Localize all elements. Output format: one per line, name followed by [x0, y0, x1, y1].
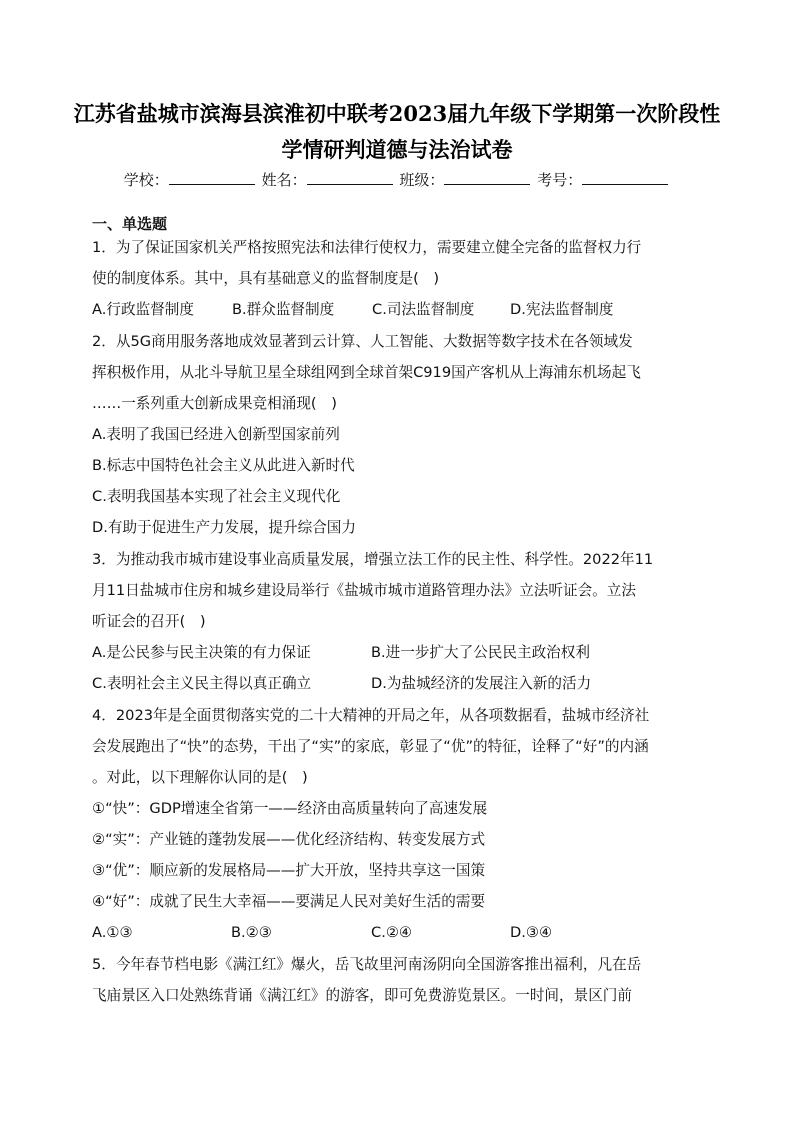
- q4-stem-line-1: 4．2023年是全面贯彻落实党的二十大精神的开局之年，从各项数据看，盐城市经济社: [92, 707, 650, 724]
- number-label: 考号：: [537, 171, 583, 189]
- q4-item-3: ③“优”：顺应新的发展格局——扩大开放，坚持共享这一国策: [92, 862, 486, 879]
- q1-stem-line-1: 1．为了保证国家机关严格按照宪法和法律行使权力，需要建立健全完备的监督权力行: [92, 239, 642, 256]
- school-blank[interactable]: [169, 168, 255, 185]
- class-label: 班级：: [399, 171, 445, 189]
- q5-stem-line-2: 飞庙景区入口处熟练背诵《满江红》的游客，即可免费游览景区。一时间，景区门前: [92, 987, 632, 1004]
- school-label: 学校：: [123, 171, 169, 189]
- q1-stem-line-2: 使的制度体系。其中，具有基础意义的监督制度是( ): [92, 270, 440, 287]
- q2-option-d[interactable]: D.有助于促进生产力发展，提升综合国力: [92, 519, 356, 536]
- q4-item-2: ②“实”：产业链的蓬勃发展——优化经济结构、转变发展方式: [92, 831, 486, 848]
- q3-option-d[interactable]: D.为盐城经济的发展注入新的活力: [371, 675, 592, 692]
- q1-option-a[interactable]: A.行政监督制度: [92, 301, 194, 318]
- name-label: 姓名：: [261, 171, 307, 189]
- q3-option-b[interactable]: B.进一步扩大了公民民主政治权利: [371, 644, 590, 661]
- q3-stem-line-2: 月11日盐城市住房和城乡建设局举行《盐城市城市道路管理办法》立法听证会。立法: [92, 582, 636, 599]
- q4-item-4: ④“好”：成就了民生大幸福——要满足人民对美好生活的需要: [92, 893, 486, 910]
- q5-stem-line-1: 5．今年春节档电影《满江红》爆火，岳飞故里河南汤阴向全国游客推出福利，凡在岳: [92, 956, 642, 973]
- name-blank[interactable]: [307, 168, 393, 185]
- q2-stem-line-2: 挥积极作用，从北斗导航卫星全球组网到全球首架C919国产客机从上海浦东机场起飞: [92, 364, 641, 381]
- q4-option-c[interactable]: C.②④: [371, 924, 412, 941]
- q1-option-c[interactable]: C.司法监督制度: [372, 301, 475, 318]
- exam-title-line-1: 江苏省盐城市滨海县滨淮初中联考2023届九年级下学期第一次阶段性: [73, 101, 721, 126]
- number-blank[interactable]: [582, 168, 668, 185]
- q4-option-d[interactable]: D.③④: [510, 924, 553, 941]
- q4-option-b[interactable]: B.②③: [231, 924, 272, 941]
- q2-stem-line-1: 2．从5G商用服务落地成效显著到云计算、人工智能、大数据等数字技术在各领域发: [92, 333, 633, 350]
- q1-option-b[interactable]: B.群众监督制度: [232, 301, 335, 318]
- q3-option-a[interactable]: A.是公民参与民主决策的有力保证: [92, 644, 311, 661]
- q2-option-c[interactable]: C.表明我国基本实现了社会主义现代化: [92, 488, 341, 505]
- q4-stem-line-2: 会发展跑出了“快”的态势，干出了“实”的家底，彰显了“优”的特征，诠释了“好”的内涵: [92, 738, 649, 755]
- q2-stem-line-3: ……一系列重大创新成果竞相涌现( ): [92, 395, 337, 412]
- q3-stem-line-1: 3．为推动我市城市建设事业高质量发展，增强立法工作的民主性、科学性。2022年11: [92, 551, 654, 568]
- student-info-row: [0, 168, 794, 192]
- class-blank[interactable]: [444, 168, 530, 185]
- q4-stem-line-3: 。对此，以下理解你认同的是( ): [92, 769, 308, 786]
- q3-stem-line-3: 听证会的召开( ): [92, 613, 206, 630]
- q2-option-b[interactable]: B.标志中国特色社会主义从此进入新时代: [92, 457, 355, 474]
- q3-option-c[interactable]: C.表明社会主义民主得以真正确立: [92, 675, 312, 692]
- q2-option-a[interactable]: A.表明了我国已经进入创新型国家前列: [92, 426, 340, 443]
- q1-option-d[interactable]: D.宪法监督制度: [510, 301, 614, 318]
- q4-item-1: ①“快”：GDP增速全省第一——经济由高质量转向了高速发展: [92, 800, 488, 817]
- q4-option-a[interactable]: A.①③: [92, 924, 133, 941]
- exam-title-line-2: 学情研判道德与法治试卷: [281, 137, 513, 162]
- section-title: 一、单选题: [92, 215, 168, 233]
